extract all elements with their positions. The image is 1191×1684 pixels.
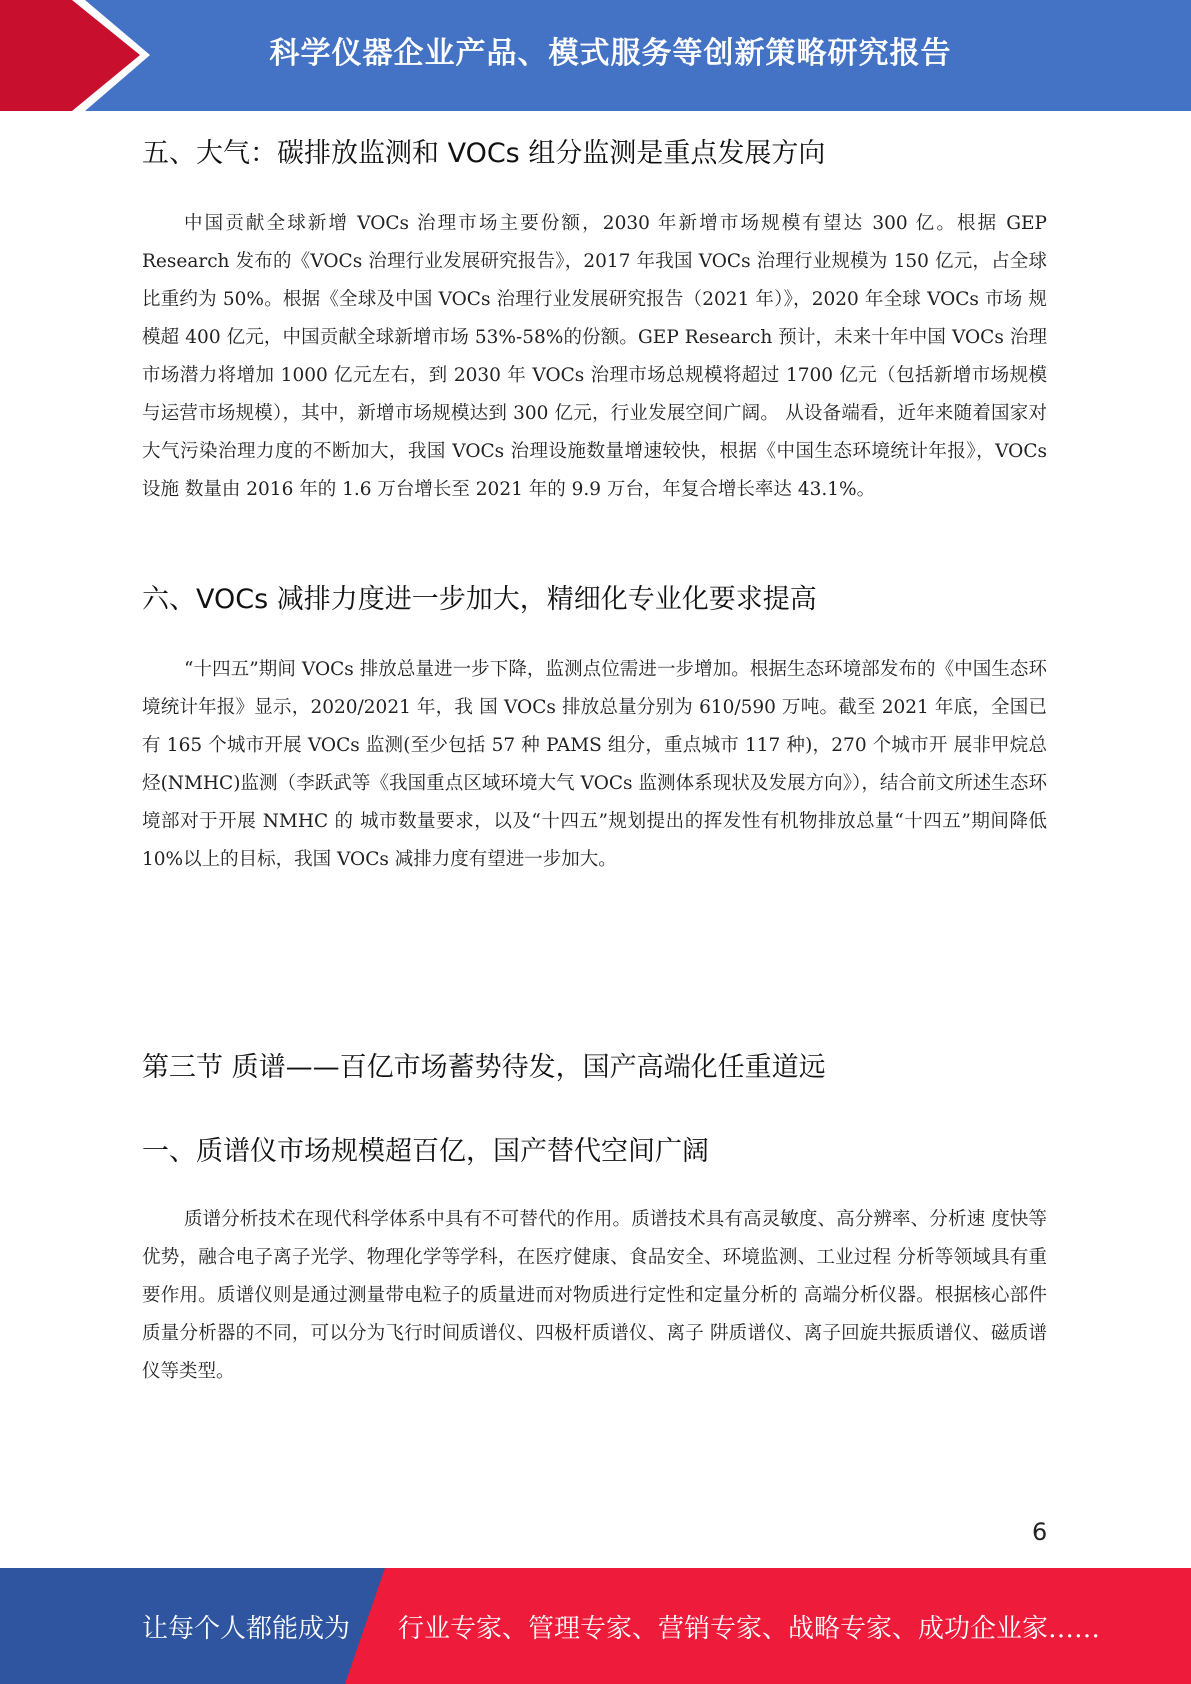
- footer-slogan-right: 行业专家、管理专家、营销专家、战略专家、成功企业家……: [398, 1613, 1101, 1644]
- mass-spec-section-1-heading: 一、质谱仪市场规模超百亿，国产替代空间广阔: [142, 1136, 709, 1167]
- section-5-paragraph: 中国贡献全球新增 VOCs 治理市场主要份额，2030 年新增市场规模有望达 300 亿。根据 GEP Research 发布的《VOCs 治理行业发展研究报告》，2017 年我国 VOCs 治理行业规模为 150 亿元，占全球比重约为 50%。根据《全球及中国 VOCs 治理行业发展研究报告（2021 年）》，2020 年全球 VOCs 市场 规模超 400 亿元，中国贡献全球新增市场 53%-58%的份额。GEP Research 预计，未来十年中国 VOCs 治理市场潜力将增加 1000 亿元左右，到 2030 年 VOCs 治理市场总规模将超过 1700 亿元（包括新增市场规模与运营市场规模），其中，新增市场规模达到 300 亿元，行业发展空间广阔。 从设备端看，近年来随着国家对大气污染治理力度的不断加大，我国 VOCs 治理设施数量增速较快，根据《中国生态环境统计年报》，VOCs 设施 数量由 2016 年的 1.6 万台增长至 2021 年的 9.9 万台，年复合增长率达 43.1%。: [142, 213, 1047, 500]
- section-6-heading: 六、VOCs 减排力度进一步加大，精细化专业化要求提高: [142, 584, 817, 615]
- page-number: 6: [1032, 1518, 1048, 1546]
- part-3-heading: 第三节 质谱——百亿市场蓄势待发，国产高端化任重道远: [142, 1052, 826, 1083]
- header-banner: [0, 0, 1191, 111]
- section-6-paragraph: “十四五”期间 VOCs 排放总量进一步下降，监测点位需进一步增加。根据生态环境部发布的《中国生态环境统计年报》显示，2020/2021 年，我 国 VOCs 排放总量分别为 610/590 万吨。截至 2021 年底，全国已有 165 个城市开展 VOCs 监测(至少包括 57 种 PAMS 组分，重点城市 117 种)，270 个城市开 展非甲烷总烃(NMHC)监测（李跃武等《我国重点区域环境大气 VOCs 监测体系现状及发展方向》），结合前文所述生态环境部对于开展 NMHC 的 城市数量要求，以及“十四五”规划提出的挥发性有机物排放总量“十四五”期间降低 10%以上的目标，我国 VOCs 减排力度有望进一步加大。: [142, 659, 1047, 870]
- footer-banner: [0, 1568, 1191, 1684]
- footer-slogan-left: 让每个人都能成为: [142, 1613, 351, 1644]
- report-title: 科学仪器企业产品、模式服务等创新策略研究报告: [269, 36, 952, 71]
- mass-spec-section-1-paragraph: 质谱分析技术在现代科学体系中具有不可替代的作用。质谱技术具有高灵敏度、高分辨率、分析速 度快等优势，融合电子离子光学、物理化学等学科，在医疗健康、食品安全、环境监测、工业过程 分析等领域具有重要作用。质谱仪则是通过测量带电粒子的质量进而对物质进行定性和定量分析的 高端分析仪器。根据核心部件质量分析器的不同，可以分为飞行时间质谱仪、四极杆质谱仪、离子 阱质谱仪、离子回旋共振质谱仪、磁质谱仪等类型。: [142, 1209, 1047, 1382]
- section-5-heading: 五、大气：碳排放监测和 VOCs 组分监测是重点发展方向: [142, 138, 826, 169]
